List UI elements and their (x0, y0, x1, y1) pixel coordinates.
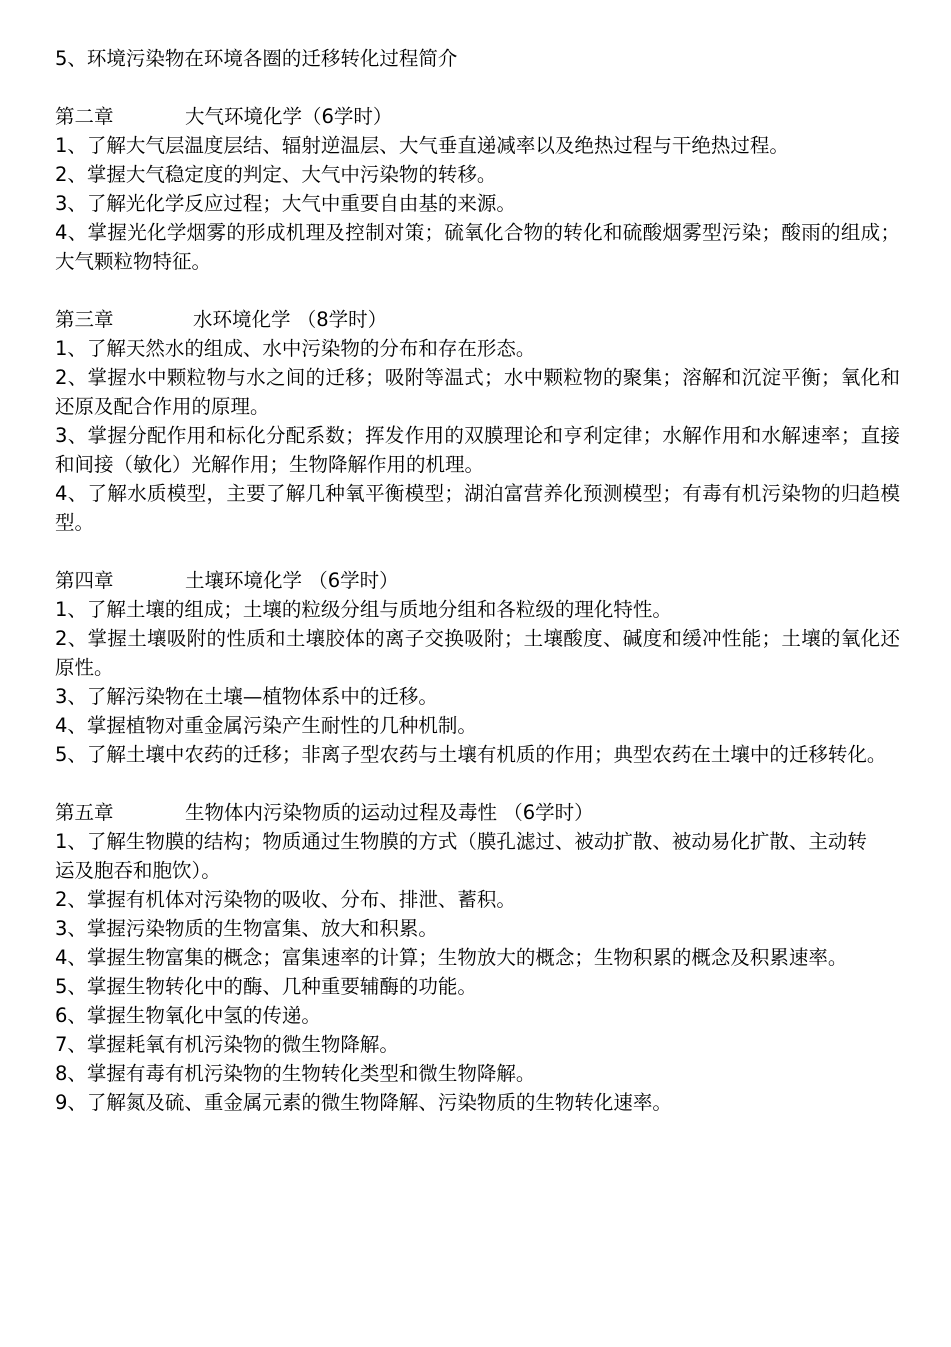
chapter-number: 第二章 (55, 105, 114, 128)
chapter-item: 1、了解土壤的组成；土壤的粒级分组与质地分组和各粒级的理化特性。 (55, 598, 672, 621)
chapter-item: 1、了解生物膜的结构；物质通过生物膜的方式（膜孔滤过、被动扩散、被动易化扩散、主动转运及胞吞和胞饮）。 (55, 830, 867, 882)
chapter-title: 土壤环境化学 （6学时） (185, 569, 399, 592)
chapter-item: 4、掌握植物对重金属污染产生耐性的几种机制。 (55, 714, 477, 737)
chapter-item: 2、掌握水中颗粒物与水之间的迁移；吸附等温式；水中颗粒物的聚集；溶解和沉淀平衡；氧化和还原及配合作用的原理。 (55, 366, 900, 418)
chapter-2 (55, 102, 900, 276)
chapter-title: 大气环境化学（6学时） (185, 105, 393, 128)
chapter-title: 水环境化学 （8学时） (193, 308, 388, 331)
chapter-item: 7、掌握耗氧有机污染物的微生物降解。 (55, 1033, 399, 1056)
chapter-heading (55, 102, 900, 131)
chapter-item: 4、掌握生物富集的概念；富集速率的计算；生物放大的概念；生物积累的概念及积累速率。 (55, 946, 848, 969)
chapter-item: 2、掌握大气稳定度的判定、大气中污染物的转移。 (55, 163, 497, 186)
chapter-item: 2、掌握土壤吸附的性质和土壤胶体的离子交换吸附；土壤酸度、碱度和缓冲性能；土壤的氧化还原性。 (55, 627, 900, 679)
chapter-item: 5、掌握生物转化中的酶、几种重要辅酶的功能。 (55, 975, 477, 998)
chapter-heading (55, 798, 900, 827)
chapter-item: 5、了解土壤中农药的迁移；非离子型农药与土壤有机质的作用；典型农药在土壤中的迁移转化。 (55, 743, 887, 766)
chapter-item: 2、掌握有机体对污染物的吸收、分布、排泄、蓄积。 (55, 888, 516, 911)
chapter-item: 9、了解氮及硫、重金属元素的微生物降解、污染物质的生物转化速率。 (55, 1091, 672, 1114)
chapter-item: 3、掌握污染物质的生物富集、放大和积累。 (55, 917, 438, 940)
chapter-number: 第五章 (55, 801, 114, 824)
chapter-item: 4、了解水质模型，主要了解几种氧平衡模型；湖泊富营养化预测模型；有毒有机污染物的归趋模型。 (55, 482, 900, 534)
chapter-item: 4、掌握光化学烟雾的形成机理及控制对策；硫氧化合物的转化和硫酸烟雾型污染；酸雨的组成；大气颗粒物特征。 (55, 221, 900, 273)
chapter-4 (55, 566, 900, 769)
chapter-heading (55, 305, 900, 334)
chapter-3 (55, 305, 900, 537)
document-page (55, 44, 900, 1146)
chapter-item: 3、了解光化学反应过程；大气中重要自由基的来源。 (55, 192, 516, 215)
chapter-item: 3、掌握分配作用和标化分配系数；挥发作用的双膜理论和亨利定律；水解作用和水解速率；直接和间接（敏化）光解作用；生物降解作用的机理。 (55, 424, 900, 476)
chapter-item: 8、掌握有毒有机污染物的生物转化类型和微生物降解。 (55, 1062, 536, 1085)
chapter-title: 生物体内污染物质的运动过程及毒性 （6学时） (185, 801, 594, 824)
chapter-number: 第四章 (55, 569, 114, 592)
chapter-heading (55, 566, 900, 595)
chapter-number: 第三章 (55, 308, 114, 331)
chapter-item: 3、了解污染物在土壤—植物体系中的迁移。 (55, 685, 438, 708)
chapter-5 (55, 798, 900, 1117)
chapter-item: 1、了解天然水的组成、水中污染物的分布和存在形态。 (55, 337, 536, 360)
intro-item: 5、环境污染物在环境各圈的迁移转化过程简介 (55, 47, 458, 70)
chapter-item: 1、了解大气层温度层结、辐射逆温层、大气垂直递减率以及绝热过程与干绝热过程。 (55, 134, 789, 157)
chapter-item: 6、掌握生物氧化中氢的传递。 (55, 1004, 321, 1027)
